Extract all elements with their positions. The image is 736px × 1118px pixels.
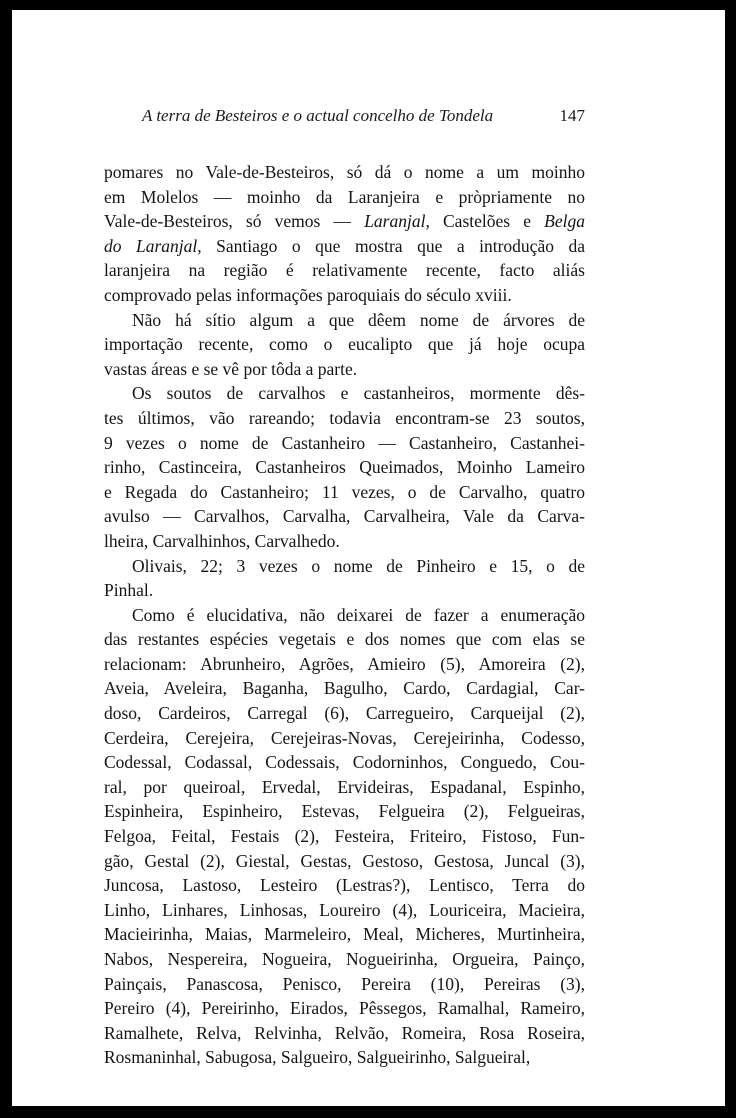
text-line (104, 849, 585, 874)
text-line (104, 455, 585, 480)
text-segment: Castelões e (429, 211, 545, 232)
text-segment: Vale-de-Besteiros, só vemos — (104, 211, 365, 232)
text-segment: e Regada do Castanheiro; 11 vezes, o de Carvalho, quatro (104, 481, 585, 502)
text-segment: rinho, Castinceira, Castanheiros Queimados, Moinho Lameiro (104, 457, 585, 478)
text-segment: Olivais, 22; 3 vezes o nome de Pinheiro e 15, o de (132, 555, 585, 576)
text-line (104, 529, 585, 554)
text-line (104, 308, 585, 333)
text-segment: Os soutos de carvalhos e castanheiros, mormente dês- (132, 383, 585, 404)
text-segment: pomares no Vale-de-Besteiros, só dá o nome a um moinho (104, 162, 585, 182)
text-segment: comprovado pelas informações paroquiais do século xviii. (104, 284, 512, 305)
paragraph (104, 603, 585, 1070)
text-line (104, 258, 585, 283)
text-segment: Felgoa, Feital, Festais (2), Festeira, Friteiro, Fistoso, Fun- (104, 826, 585, 847)
text-line (104, 947, 585, 972)
running-header (142, 106, 585, 126)
text-line (104, 332, 585, 357)
text-line (104, 578, 585, 603)
text-segment: tes últimos, vão rareando; todavia encontram-se 23 soutos, (104, 407, 585, 428)
text-line (104, 185, 585, 210)
text-segment: laranjeira na região é relativamente recente, facto aliás (104, 260, 585, 281)
text-segment: Painçais, Panascosa, Penisco, Pereira (10), Pereiras (3), (104, 973, 585, 994)
text-line (104, 627, 585, 652)
text-segment: relacionam: Abrunheiro, Agrões, Amieiro (5), Amoreira (2), (104, 653, 585, 674)
text-segment: Cerdeira, Cerejeira, Cerejeiras-Novas, Cerejeirinha, Codesso, (104, 727, 585, 748)
text-segment: gão, Gestal (2), Giestal, Gestas, Gestoso, Gestosa, Juncal (3), (104, 850, 585, 871)
text-line (104, 996, 585, 1021)
text-segment: ral, por queiroal, Ervedal, Ervideiras, Espadanal, Espinho, (104, 776, 585, 797)
text-line (104, 209, 585, 234)
text-segment: Codessal, Codassal, Codessais, Codorninhos, Conguedo, Cou- (104, 752, 585, 773)
text-segment: importação recente, como o eucalipto que já hoje ocupa (104, 334, 585, 355)
text-segment: Macieirinha, Maias, Marmeleiro, Meal, Micheres, Murtinheira, (104, 924, 585, 945)
text-line (104, 898, 585, 923)
text-segment: Pinhal. (104, 580, 154, 601)
text-segment: Juncosa, Lastoso, Lesteiro (Lestras?), Lentisco, Terra do (104, 875, 585, 896)
text-segment: Santiago o que mostra que a introdução da (201, 235, 585, 256)
text-segment: Pereiro (4), Pereirinho, Eirados, Pêssegos, Ramalhal, Rameiro, (104, 998, 585, 1019)
text-line (104, 234, 585, 259)
running-title: A terra de Besteiros e o actual concelho de Tondela (142, 106, 494, 125)
italic-place-name: Belga (544, 211, 585, 232)
text-segment: Linho, Linhares, Linhosas, Loureiro (4), Louriceira, Macieira, (104, 899, 585, 920)
text-segment: 9 vezes o nome de Castanheiro — Castanheiro, Castanhei- (104, 432, 585, 453)
text-segment: Espinheira, Espinheiro, Estevas, Felgueira (2), Felgueiras, (104, 801, 585, 822)
italic-place-name: do Laranjal, (104, 235, 202, 256)
text-segment: Como é elucidativa, não deixarei de fazer a enumeração (132, 604, 585, 625)
text-segment: em Molelos — moinho da Laranjeira e pròpriamente no (104, 186, 585, 207)
text-line (104, 972, 585, 997)
text-line (104, 676, 585, 701)
text-line (104, 381, 585, 406)
text-line (104, 750, 585, 775)
text-line (104, 160, 585, 185)
text-line (104, 1045, 585, 1070)
text-line (104, 283, 585, 308)
book-page (12, 10, 725, 1106)
text-segment: Não há sítio algum a que dêem nome de árvores de (132, 309, 585, 330)
text-segment: Rosmaninhal, Sabugosa, Salgueiro, Salgueirinho, Salgueiral, (104, 1047, 531, 1068)
paragraph (104, 308, 585, 382)
text-line (104, 480, 585, 505)
text-line (104, 1021, 585, 1046)
text-line (104, 504, 585, 529)
text-line (104, 824, 585, 849)
text-line (104, 726, 585, 751)
text-line (104, 554, 585, 579)
paragraph (104, 381, 585, 553)
text-segment: doso, Cardeiros, Carregal (6), Carregueiro, Carqueijal (2), (104, 703, 585, 724)
text-line (104, 357, 585, 382)
text-line (104, 652, 585, 677)
text-segment: vastas áreas e se vê por tôda a parte. (104, 358, 358, 379)
italic-place-name: Laranjal, (364, 211, 430, 232)
text-line (104, 406, 585, 431)
text-line (104, 922, 585, 947)
page-number: 147 (559, 106, 585, 125)
text-line (104, 799, 585, 824)
text-line (104, 873, 585, 898)
text-segment: Nabos, Nespereira, Nogueira, Nogueirinha, Orgueira, Painço, (104, 949, 585, 969)
text-segment: avulso — Carvalhos, Carvalha, Carvalheira, Vale da Carva- (104, 506, 585, 527)
text-segment: Ramalhete, Relva, Relvinha, Relvão, Romeira, Rosa Roseira, (104, 1022, 585, 1043)
paragraph (104, 160, 585, 308)
body-text (104, 160, 585, 1070)
text-line (104, 603, 585, 628)
text-line (104, 431, 585, 456)
text-line (104, 701, 585, 726)
text-segment: lheira, Carvalhinhos, Carvalhedo. (104, 530, 340, 551)
text-segment: Aveia, Aveleira, Baganha, Bagulho, Cardo, Cardagial, Car- (104, 678, 585, 699)
text-segment: das restantes espécies vegetais e dos nomes que com elas se (104, 629, 585, 650)
paragraph (104, 554, 585, 603)
text-line (104, 775, 585, 800)
